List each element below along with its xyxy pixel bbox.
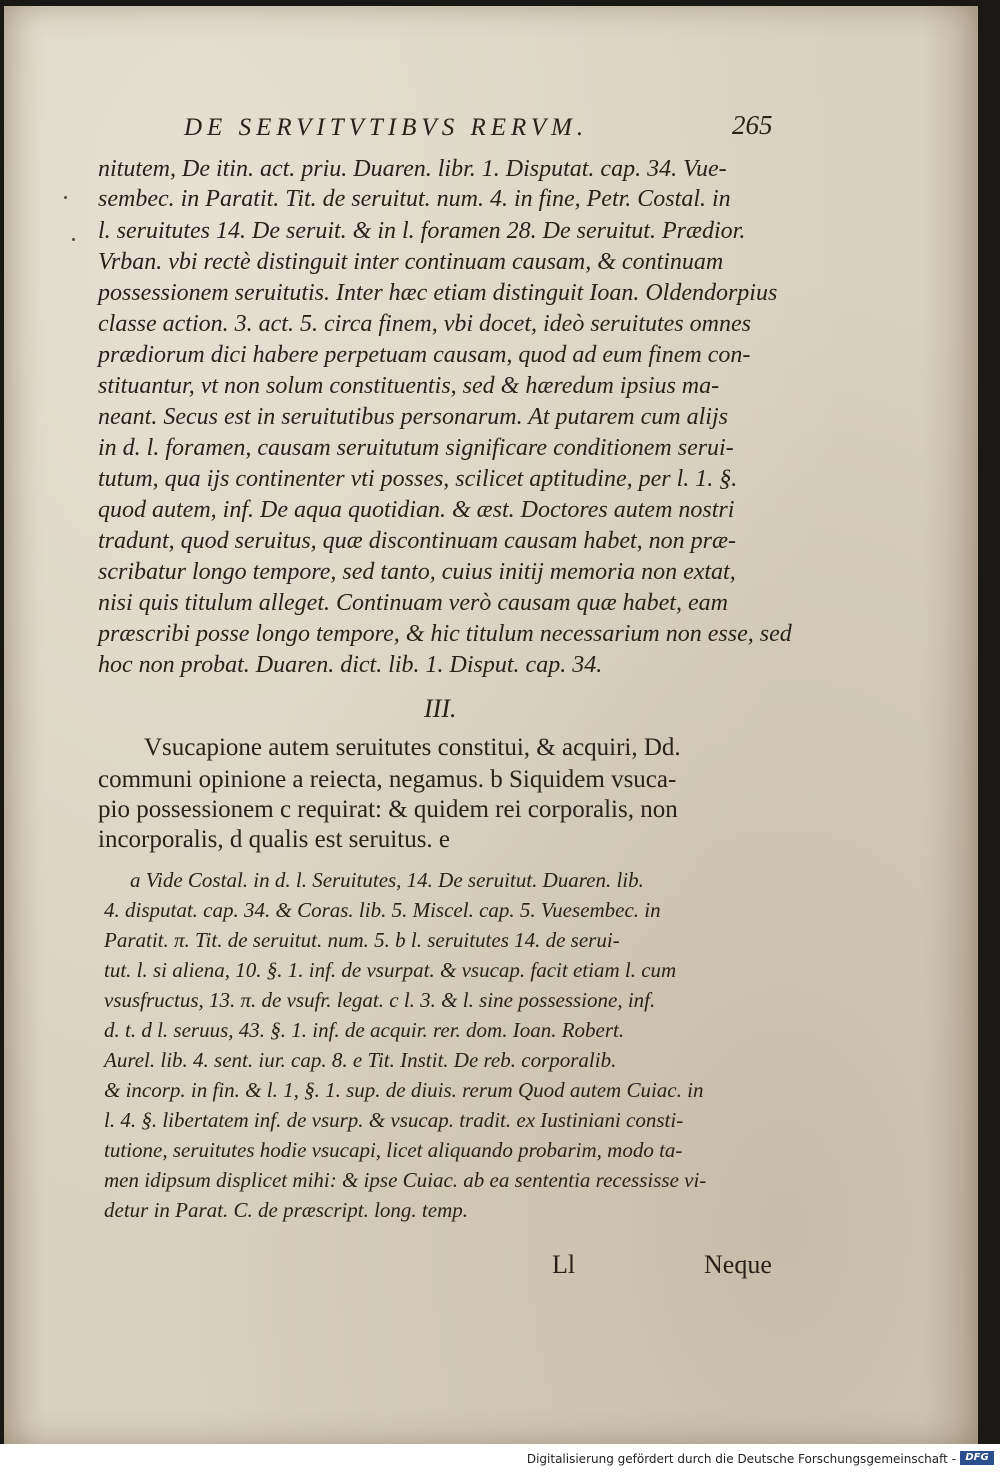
dfg-logo-icon: DFG <box>960 1451 994 1465</box>
commentary-line: prædiorum dici habere perpetuam causam, quod ad eum finem con- <box>98 342 751 368</box>
running-head: DE SERVITVTIBVS RERVM. <box>184 114 589 141</box>
footnote-line: & incorp. in fin. & l. 1, §. 1. sup. de diuis. rerum Quod autem Cuiac. in <box>104 1078 704 1102</box>
page-number: 265 <box>732 110 773 140</box>
thesis-line: incorporalis, d qualis est seruitus. e <box>98 826 451 853</box>
commentary-line: in d. l. foramen, causam seruitutum significare conditionem serui- <box>98 435 734 461</box>
commentary-line: tutum, qua ijs continenter vti posses, scilicet aptitudine, per l. 1. §. <box>98 466 738 492</box>
commentary-line: quod autem, inf. De aqua quotidian. & æst. Doctores autem nostri <box>98 497 735 523</box>
thesis-line: communi opinione a reiecta, negamus. b Siquidem vsuca- <box>98 766 677 793</box>
footnote-line: detur in Parat. C. de præscript. long. temp. <box>104 1198 468 1222</box>
footnote-line: a Vide Costal. in d. l. Seruitutes, 14. De seruitut. Duaren. lib. <box>130 868 644 892</box>
footnote-line: men idipsum displicet mihi: & ipse Cuiac. ab ea sententia recessisse vi- <box>104 1168 707 1192</box>
thesis-line: pio possessionem c requirat: & quidem rei corporalis, non <box>98 796 678 823</box>
commentary-line: tradunt, quod seruitus, quæ discontinuam causam habet, non præ- <box>98 528 737 554</box>
footnote-line: vsusfructus, 13. π. de vsufr. legat. c l. 3. & l. sine possessione, inf. <box>104 988 656 1012</box>
footer-bar <box>0 1444 1000 1474</box>
commentary-line: Vrban. vbi rectè distinguit inter continuam causam, & continuam <box>98 249 724 275</box>
commentary-line: nitutem, De itin. act. priu. Duaren. libr. 1. Disputat. cap. 34. Vue- <box>98 156 727 182</box>
commentary-line: sembec. in Paratit. Tit. de seruitut. num. 4. in fine, Petr. Costal. in <box>98 186 731 212</box>
footnote-line: d. t. d l. seruus, 43. §. 1. inf. de acquir. rer. dom. Ioan. Robert. <box>104 1018 625 1042</box>
ink-speck <box>72 238 75 241</box>
commentary-line: classe action. 3. act. 5. circa finem, vbi docet, ideò seruitutes omnes <box>98 311 751 337</box>
thesis-line: Vsucapione autem seruitutes constitui, & acquiri, Dd. <box>144 734 681 761</box>
commentary-line: scribatur longo tempore, sed tanto, cuius initij memoria non extat, <box>98 559 736 585</box>
footnote-line: 4. disputat. cap. 34. & Coras. lib. 5. Miscel. cap. 5. Vuesembec. in <box>104 898 661 922</box>
footnote-line: tut. l. si aliena, 10. §. 1. inf. de vsurpat. & vsucap. facit etiam l. cum <box>104 958 677 982</box>
commentary-line: neant. Secus est in seruitutibus personarum. At putarem cum alijs <box>98 404 728 430</box>
book-page <box>4 6 978 1444</box>
commentary-line: possessionem seruitutis. Inter hæc etiam distinguit Ioan. Oldendorpius <box>98 280 778 306</box>
commentary-line: nisi quis titulum alleget. Continuam verò causam quæ habet, eam <box>98 590 728 616</box>
commentary-line: stituantur, vt non solum constituentis, sed & hæredum ipsius ma- <box>98 373 720 399</box>
commentary-line: hoc non probat. Duaren. dict. lib. 1. Disput. cap. 34. <box>98 652 603 678</box>
signature-mark: Ll <box>552 1250 576 1279</box>
section-number: III. <box>424 694 457 723</box>
footer-credit: Digitalisierung gefördert durch die Deutsche Forschungsgemeinschaft - <box>526 1452 956 1466</box>
footnote-line: l. 4. §. libertatem inf. de vsurp. & vsucap. tradit. ex Iustiniani consti- <box>104 1108 684 1132</box>
commentary-line: præscribi posse longo tempore, & hic titulum necessarium non esse, sed <box>98 621 792 647</box>
ink-speck <box>64 196 67 199</box>
footnote-line: Aurel. lib. 4. sent. iur. cap. 8. e Tit. Instit. De reb. corporalib. <box>104 1048 617 1072</box>
footnote-line: tutione, seruitutes hodie vsucapi, licet aliquando probarim, modo ta- <box>104 1138 683 1162</box>
footnote-line: Paratit. π. Tit. de seruitut. num. 5. b l. seruitutes 14. de serui- <box>104 928 620 952</box>
commentary-line: l. seruitutes 14. De seruit. & in l. foramen 28. De seruitut. Prædior. <box>98 218 746 244</box>
catchword: Neque <box>704 1250 772 1279</box>
